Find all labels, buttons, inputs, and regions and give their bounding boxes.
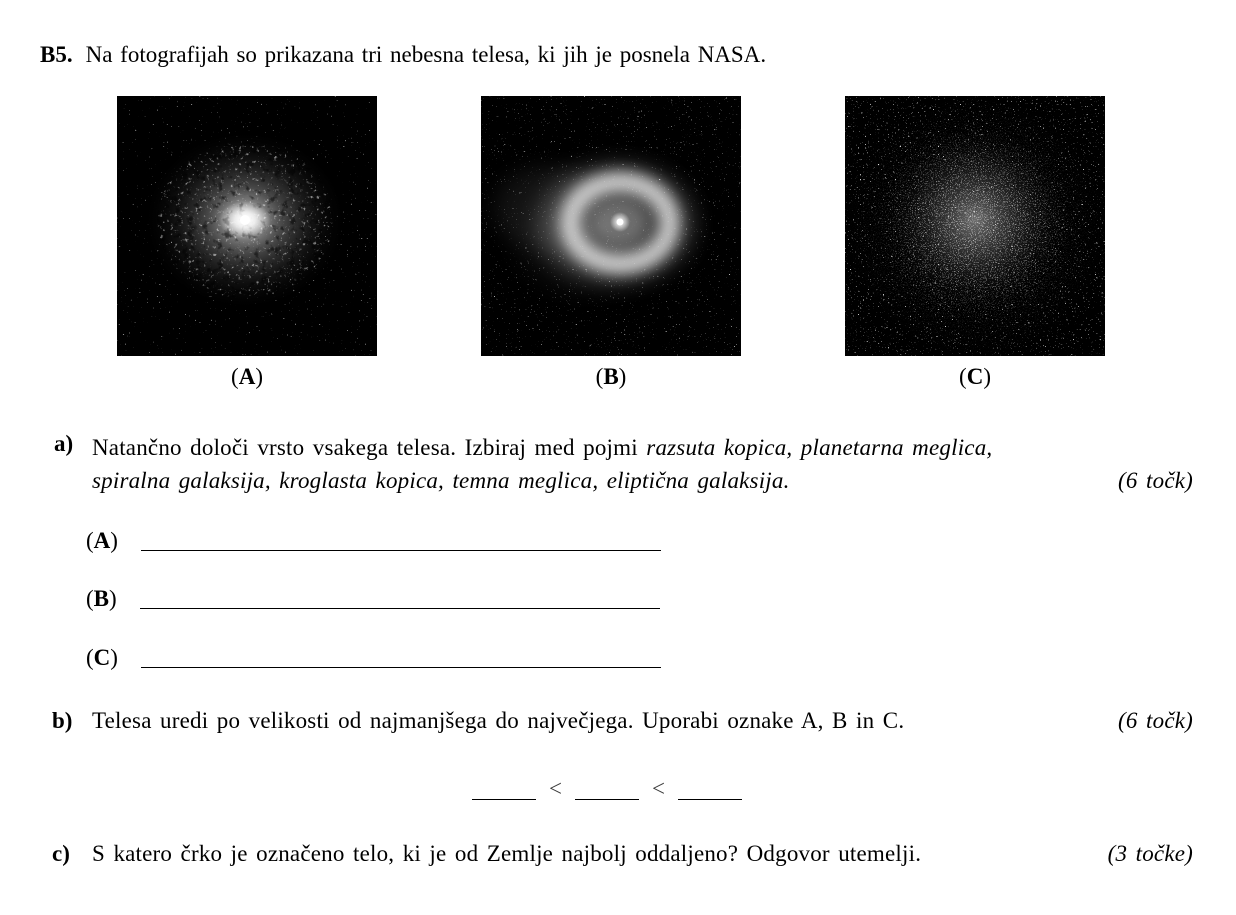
- answer-line-c: [141, 667, 661, 668]
- less-than-sign: <: [549, 776, 562, 801]
- caption-letter-c: C: [966, 364, 984, 389]
- question-c-text: [92, 841, 1193, 867]
- label-open-paren: (: [86, 645, 94, 670]
- figure-caption-a: [117, 364, 377, 390]
- question-a-marker: a): [54, 431, 74, 456]
- ordering-blank-3: [678, 799, 742, 800]
- caption-open-paren: (: [595, 364, 604, 389]
- answer-letter-b: B: [93, 586, 110, 611]
- question-a-line1: [92, 431, 1193, 464]
- size-ordering: [472, 776, 742, 802]
- ordering-blank-2: [575, 799, 639, 800]
- label-open-paren: (: [86, 528, 94, 553]
- question-a-points: (6 točk): [1118, 468, 1193, 493]
- caption-close-paren: ): [618, 364, 627, 389]
- question-b-body: Telesa uredi po velikosti od najmanjšega do največjega. Uporabi oznake A, B in C.: [92, 708, 905, 733]
- question-a-line2: [92, 464, 1193, 497]
- question-a-terms-2: spiralna galaksija, kroglasta kopica, temna meglica, eliptična galaksija.: [92, 468, 790, 493]
- caption-open-paren: (: [231, 364, 239, 389]
- caption-letter-a: A: [238, 364, 256, 389]
- question-a-terms-1: razsuta kopica, planetarna meglica,: [646, 435, 993, 460]
- answer-label-b: [86, 586, 117, 612]
- globular-cluster-photo: [845, 96, 1105, 356]
- question-b-text: [92, 708, 1193, 734]
- answer-blank-row-b: [86, 586, 660, 612]
- answer-label-a: [86, 528, 118, 554]
- question-b-marker: b): [52, 708, 73, 733]
- answer-line-b: [140, 608, 660, 609]
- answer-line-a: [141, 550, 661, 551]
- caption-close-paren: ): [983, 364, 991, 389]
- spiral-galaxy-photo: [117, 96, 377, 356]
- planetary-nebula-photo: [481, 96, 741, 356]
- caption-open-paren: (: [959, 364, 967, 389]
- question-a-lead: Natančno določi vrsto vsakega telesa. Izbiraj med pojmi: [92, 435, 638, 460]
- ordering-blank-1: [472, 799, 536, 800]
- answer-blank-row-c: [86, 645, 661, 671]
- answer-letter-c: C: [93, 645, 111, 670]
- question-c-points: (3 točke): [1107, 841, 1193, 866]
- caption-close-paren: ): [255, 364, 263, 389]
- figure-caption-c: [845, 364, 1105, 390]
- answer-letter-a: A: [93, 528, 111, 553]
- problem-header: [40, 42, 766, 68]
- label-open-paren: (: [86, 586, 94, 611]
- question-c-marker: c): [52, 841, 70, 866]
- label-close-paren: ): [109, 586, 117, 611]
- problem-intro: Na fotografijah so prikazana tri nebesna telesa, ki jih je posnela NASA.: [85, 42, 767, 67]
- caption-letter-b: B: [603, 364, 619, 389]
- label-close-paren: ): [110, 645, 118, 670]
- label-close-paren: ): [110, 528, 118, 553]
- answer-blank-row-a: [86, 528, 661, 554]
- question-b-points: (6 točk): [1118, 708, 1193, 733]
- answer-label-c: [86, 645, 118, 671]
- less-than-sign: <: [651, 776, 665, 801]
- figure-caption-b: [481, 364, 741, 390]
- problem-number: B5.: [40, 42, 73, 67]
- question-c-body: S katero črko je označeno telo, ki je od Zemlje najbolj oddaljeno? Odgovor utemelji.: [92, 841, 922, 866]
- question-a-text: [92, 431, 1193, 497]
